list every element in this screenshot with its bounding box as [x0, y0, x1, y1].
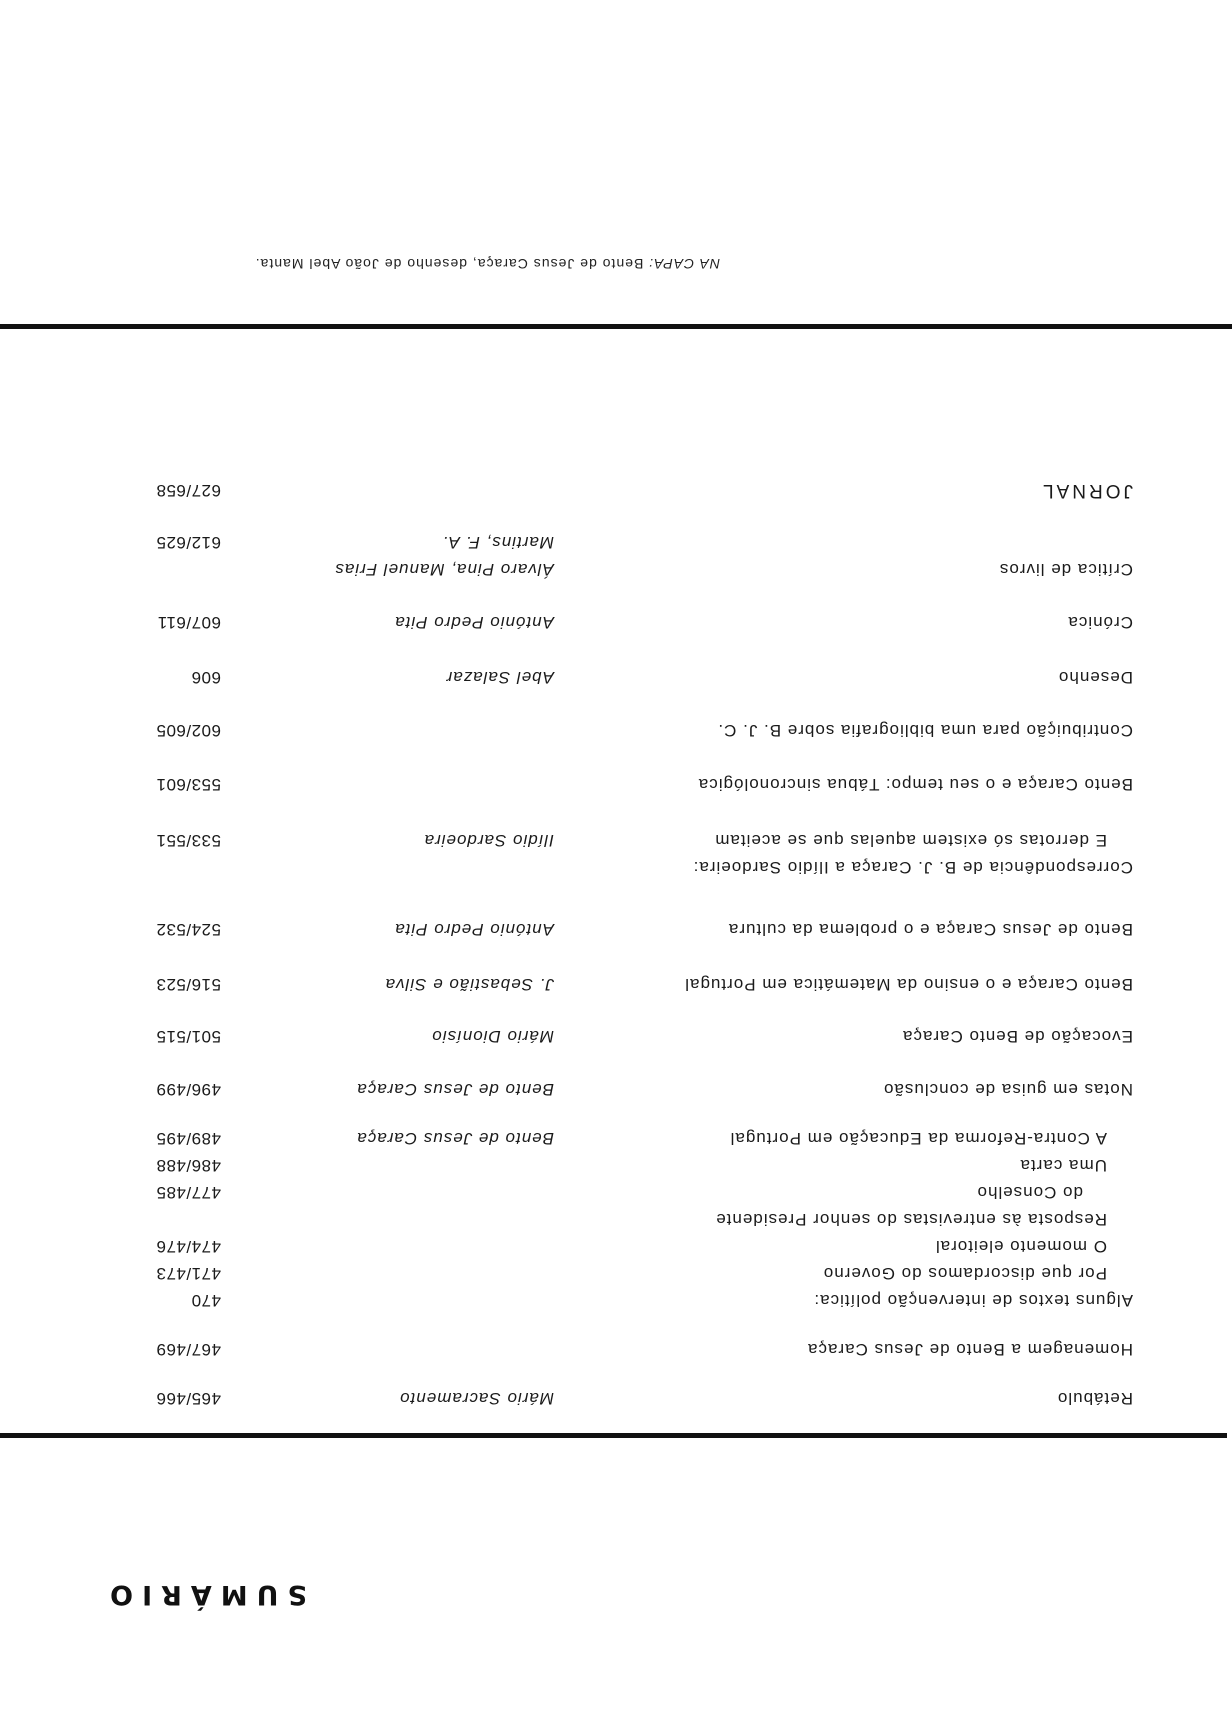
entry-author: Mário Dionísio: [431, 1027, 554, 1046]
entry-author: Abel Salazar: [445, 668, 554, 687]
entry-pages: 606: [191, 668, 221, 687]
entry-author: Bento de Jesus Caraça: [356, 1129, 554, 1148]
entry-pages: 496/499: [156, 1080, 221, 1099]
entry-pages: 474/476: [156, 1237, 221, 1256]
entry-pages: 477/485: [156, 1183, 221, 1202]
entry-title: A Contra-Reforma da Educação em Portugal: [729, 1129, 1107, 1148]
entry-pages: 516/523: [156, 975, 221, 994]
entry-pages: 470: [191, 1291, 221, 1310]
entry-pages: 553/601: [156, 775, 221, 794]
entry-title: Evocação de Bento Caraça: [902, 1027, 1133, 1046]
entry-pages: 533/551: [156, 831, 221, 850]
entry-author: António Pedro Pita: [394, 613, 554, 632]
entry-title: E derrotas só existem aquelas que se aceitam: [714, 831, 1107, 850]
cover-note-text: Bento de Jesus Caraça, desenho de João Abel Manta.: [254, 256, 644, 272]
cover-note-label: NA CAPA:: [648, 256, 720, 272]
entry-title: JORNAL: [1040, 480, 1133, 501]
entry-pages: 465/466: [156, 1389, 221, 1408]
entry-pages: 471/473: [156, 1264, 221, 1283]
entry-title: Retábulo: [1056, 1389, 1133, 1408]
entry-title: Bento Caraça e o ensino da Matemática em Portugal: [684, 975, 1133, 994]
entry-title: do Conselho: [976, 1183, 1083, 1202]
entry-title: Alguns textos de intervenção política:: [813, 1291, 1133, 1310]
entry-title: Resposta às entrevistas do senhor Presidente: [715, 1210, 1107, 1229]
entry-author: Martins, F. A.: [441, 533, 554, 552]
entry-pages: 612/625: [156, 533, 221, 552]
entry-author: Ilídio Sardoeira: [423, 831, 554, 850]
entry-title: Bento Caraça e o seu tempo: Tábua sincronológica: [697, 775, 1133, 794]
entry-title: Crítica de livros: [998, 560, 1133, 579]
entry-pages: 467/469: [156, 1340, 221, 1359]
entry-title: Crónica: [1067, 613, 1133, 632]
entry-title: Uma carta: [1019, 1156, 1107, 1175]
entry-title: Correspondência de B. J. Caraça a Ilídio Sardoeira:: [692, 858, 1133, 877]
entry-pages: 501/515: [156, 1027, 221, 1046]
entry-title: O momento eleitoral: [934, 1237, 1107, 1256]
entry-title: Desenho: [1057, 668, 1133, 687]
bottom-divider: [0, 324, 1232, 329]
entry-pages: 489/495: [156, 1129, 221, 1148]
entry-author: Álvaro Pina, Manuel Frias: [334, 560, 554, 579]
entry-pages: 607/611: [157, 613, 221, 632]
page-title: SUMÁRIO: [101, 1579, 307, 1610]
entry-pages: 602/605: [156, 721, 221, 740]
entry-author: J. Sebastião e Silva: [384, 975, 554, 994]
entry-title: Bento de Jesus Caraça e o problema da cultura: [727, 920, 1133, 939]
cover-note: [255, 256, 720, 272]
entry-pages: 627/658: [156, 481, 221, 500]
entry-pages: 486/488: [156, 1156, 221, 1175]
entry-author: António Pedro Pita: [394, 920, 554, 939]
entry-title: Notas em guisa de conclusão: [882, 1080, 1133, 1099]
entry-author: Mário Sacramento: [399, 1389, 554, 1408]
entry-title: Homenagem a Bento de Jesus Caraça: [807, 1340, 1133, 1359]
entry-pages: 524/532: [156, 920, 221, 939]
entry-title: Contribuição para uma bibliografia sobre B. J. C.: [717, 721, 1133, 740]
entry-title: Por que discordamos do Governo: [822, 1264, 1107, 1283]
entry-author: Bento de Jesus Caraça: [356, 1080, 554, 1099]
